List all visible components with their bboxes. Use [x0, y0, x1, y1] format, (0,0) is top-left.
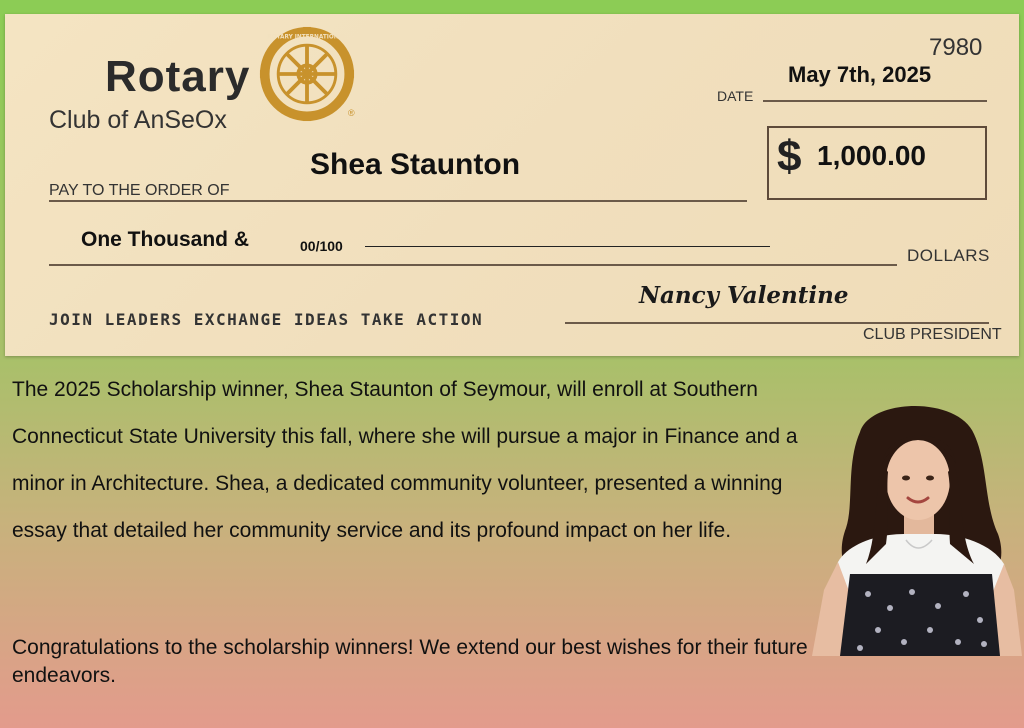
amount-in-words: One Thousand & [81, 228, 249, 251]
club-name: Club of AnSeOx [49, 106, 227, 134]
registered-mark: ® [348, 108, 355, 118]
payee-line [49, 200, 747, 202]
date-label: DATE [717, 88, 754, 104]
date-line [763, 100, 987, 102]
dollar-sign: $ [777, 132, 802, 181]
winner-paragraph: The 2025 Scholarship winner, Shea Staunton of Seymour, will enroll at Southern Connecticut State University this fall, where she will pursue a major in Finance and a minor in Architecture. Shea, a dedicated community volunteer, presented a winning essay that detailed her community service and its profound impact on her life. [12, 378, 798, 542]
scholarship-winner-photo [808, 394, 1022, 656]
pay-to-label: PAY TO THE ORDER OF [49, 182, 230, 199]
signer-title: CLUB PRESIDENT [863, 326, 1002, 343]
check-date: May 7th, 2025 [788, 62, 932, 87]
check-number: 7980 [929, 34, 983, 61]
payee-name: Shea Staunton [310, 148, 521, 181]
wheel-text: ROTARY INTERNATIONAL [267, 34, 347, 41]
scholarship-check [5, 14, 1019, 356]
words-fill-line [365, 246, 770, 247]
president-signature: Nancy Valentine [639, 282, 849, 309]
cents-fraction: 00/100 [300, 238, 343, 254]
signature-line [565, 322, 989, 324]
rotary-wheel-icon [259, 26, 355, 122]
congratulations-paragraph: Congratulations to the scholarship winners! We extend our best wishes for their future endeavors. [12, 636, 808, 687]
rotary-logo-text: Rotary [105, 52, 251, 101]
dollars-label: DOLLARS [907, 246, 990, 265]
rotary-motto: JOIN LEADERS EXCHANGE IDEAS TAKE ACTION [49, 310, 484, 329]
words-line [49, 264, 897, 266]
check-amount: 1,000.00 [817, 140, 926, 171]
